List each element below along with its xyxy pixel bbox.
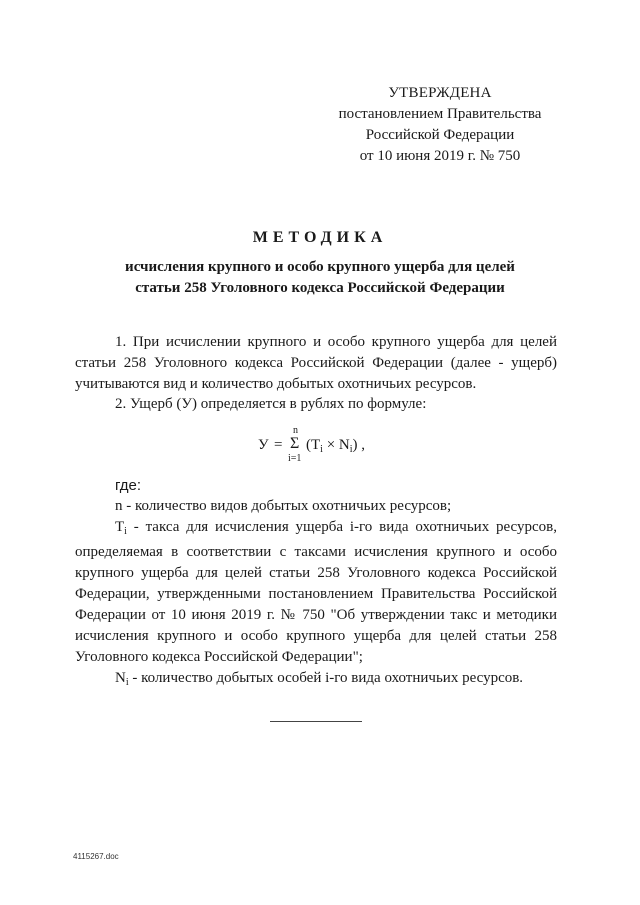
formula-times: × N bbox=[322, 437, 350, 453]
definition-ni bbox=[75, 668, 557, 693]
formula-expression bbox=[306, 437, 365, 455]
damage-formula bbox=[258, 425, 418, 465]
definition-n-text: n - количество видов добытых охотничьих ресурсов; bbox=[115, 498, 452, 514]
sum-lower-limit: i=1 bbox=[288, 453, 302, 464]
document-title: МЕТОДИКА bbox=[252, 229, 388, 246]
approval-block bbox=[330, 83, 550, 167]
definitions bbox=[75, 496, 557, 693]
sum-upper-limit: n bbox=[293, 425, 298, 436]
formula-equals: = bbox=[274, 437, 283, 453]
end-divider bbox=[270, 721, 362, 722]
definition-n bbox=[75, 496, 557, 517]
file-reference: 4115267.doc bbox=[73, 852, 119, 861]
where-label: где: bbox=[115, 477, 142, 494]
formula-close: ) , bbox=[352, 437, 366, 453]
n-subscript: i bbox=[125, 677, 129, 688]
definition-ni-text: - количество добытых особей i-го вида охотничьих ресурсов. bbox=[128, 670, 524, 686]
subtitle-line-2: статьи 258 Уголовного кодекса Российской Федерации bbox=[135, 280, 505, 296]
formula-lhs: У bbox=[258, 437, 269, 453]
n-symbol: N bbox=[115, 670, 126, 686]
definition-t-text: - такса для исчисления ущерба i-го вида охотничьих ресурсов, определяемая в соответствии с таксами исчисления крупного и особо крупного ущерба для целей статьи 258 Уголовного кодекса Российской Федерации, утвержденными постановлением Правительства Российской Федерации от 10 июня 2019 г. № 750 "Об утверждении такс и методики исчисления крупного и особо крупного ущерба для целей статьи 258 Уголовного кодекса Российской Федерации"; bbox=[75, 519, 557, 665]
approval-line-2: Российской Федерации bbox=[365, 127, 515, 143]
t-subscript: i bbox=[124, 526, 127, 537]
sigma-symbol: Σ bbox=[290, 435, 300, 452]
formula-open: (T bbox=[306, 437, 321, 453]
approval-title: УТВЕРЖДЕНА bbox=[388, 85, 492, 101]
paragraph-2: 2. Ущерб (У) определяется в рублях по формуле: bbox=[115, 396, 427, 412]
approval-line-1: постановлением Правительства bbox=[338, 106, 542, 122]
subtitle-line-1: исчисления крупного и особо крупного ущерба для целей bbox=[125, 259, 515, 275]
paragraph-1: 1. При исчислении крупного и особо крупного ущерба для целей статьи 258 Уголовного кодекса Российской Федерации (далее - ущерб) учитываются вид и количество добытых охотничьих ресурсов. bbox=[75, 334, 557, 392]
document-subtitle bbox=[90, 257, 550, 299]
approval-line-3: от 10 июня 2019 г. № 750 bbox=[359, 148, 521, 164]
t-symbol: T bbox=[115, 519, 125, 535]
formula-sub-n: i bbox=[349, 444, 353, 455]
definition-t bbox=[75, 517, 557, 668]
formula-sub-t: i bbox=[320, 444, 323, 455]
